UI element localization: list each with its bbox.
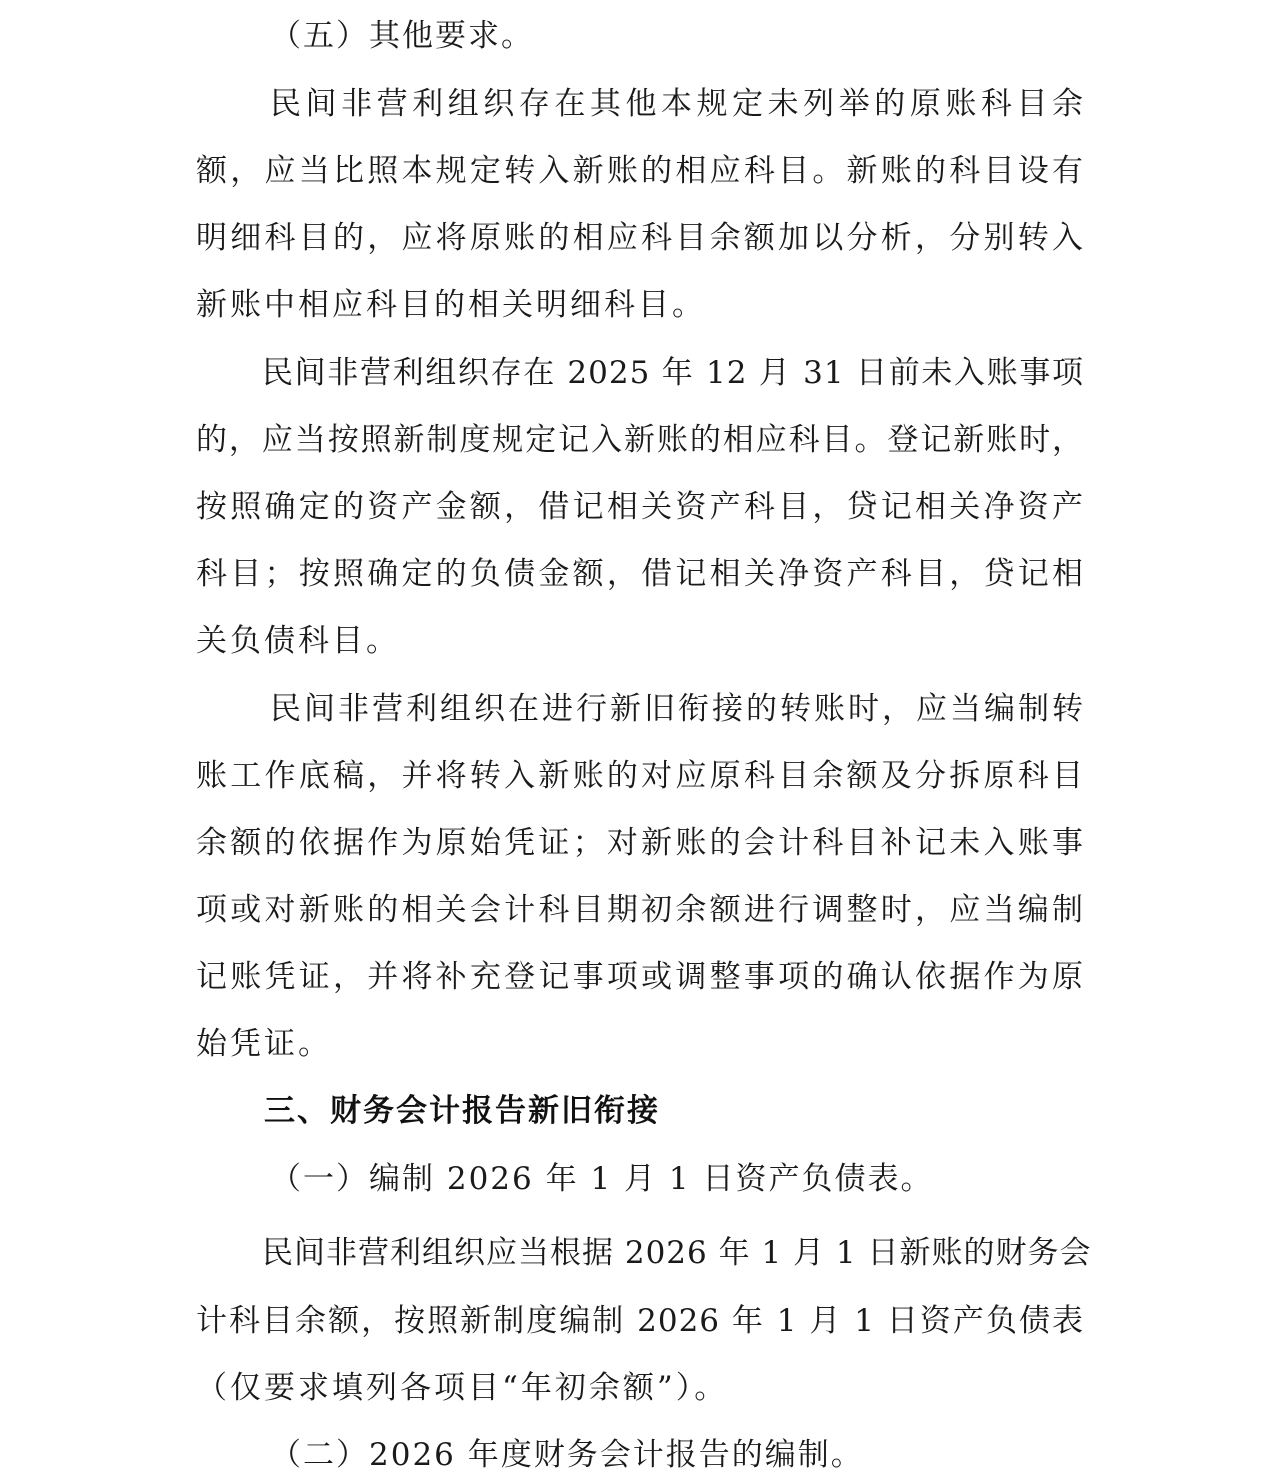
paragraph-line: 科目；按照确定的负债金额，借记相关净资产科目，贷记相 — [196, 556, 1084, 592]
paragraph-line: 民间非营利组织存在其他本规定未列举的原账科目余 — [270, 86, 1084, 122]
paragraph-line: 按照确定的资产金额，借记相关资产科目，贷记相关净资产 — [196, 489, 1084, 525]
paragraph-line: 民间非营利组织在进行新旧衔接的转账时，应当编制转 — [270, 691, 1084, 727]
paragraph-line: 额，应当比照本规定转入新账的相应科目。新账的科目设有 — [196, 153, 1084, 189]
paragraph-line: 民间非营利组织应当根据 2026 年 1 月 1 日新账的财务会 — [262, 1235, 1092, 1271]
section-title-five: （五）其他要求。 — [270, 18, 534, 54]
paragraph-line: 新账中相应科目的相关明细科目。 — [196, 287, 706, 323]
paragraph-line: 民间非营利组织存在 2025 年 12 月 31 日前未入账事项 — [262, 355, 1084, 391]
section-heading-three: 三、财务会计报告新旧衔接 — [264, 1093, 660, 1129]
paragraph-line: 始凭证。 — [196, 1026, 332, 1062]
subsection-title-one: （一）编制 2026 年 1 月 1 日资产负债表。 — [270, 1161, 934, 1197]
paragraph-line: 关负债科目。 — [196, 623, 400, 659]
paragraph-line: 项或对新账的相关会计科目期初余额进行调整时，应当编制 — [196, 892, 1084, 928]
paragraph-line: 余额的依据作为原始凭证；对新账的会计科目补记未入账事 — [196, 825, 1084, 861]
paragraph-line: 计科目余额，按照新制度编制 2026 年 1 月 1 日资产负债表 — [196, 1303, 1084, 1339]
paragraph-line: 明细科目的，应将原账的相应科目余额加以分析，分别转入 — [196, 220, 1084, 256]
paragraph-line: 的，应当按照新制度规定记入新账的相应科目。登记新账时， — [196, 422, 1084, 458]
paragraph-line: 账工作底稿，并将转入新账的对应原科目余额及分拆原科目 — [196, 758, 1084, 794]
paragraph-line: 记账凭证，并将补充登记事项或调整事项的确认依据作为原 — [196, 959, 1084, 995]
paragraph-line: （仅要求填列各项目“年初余额”）。 — [196, 1370, 729, 1406]
subsection-title-two: （二）2026 年度财务会计报告的编制。 — [270, 1437, 864, 1473]
